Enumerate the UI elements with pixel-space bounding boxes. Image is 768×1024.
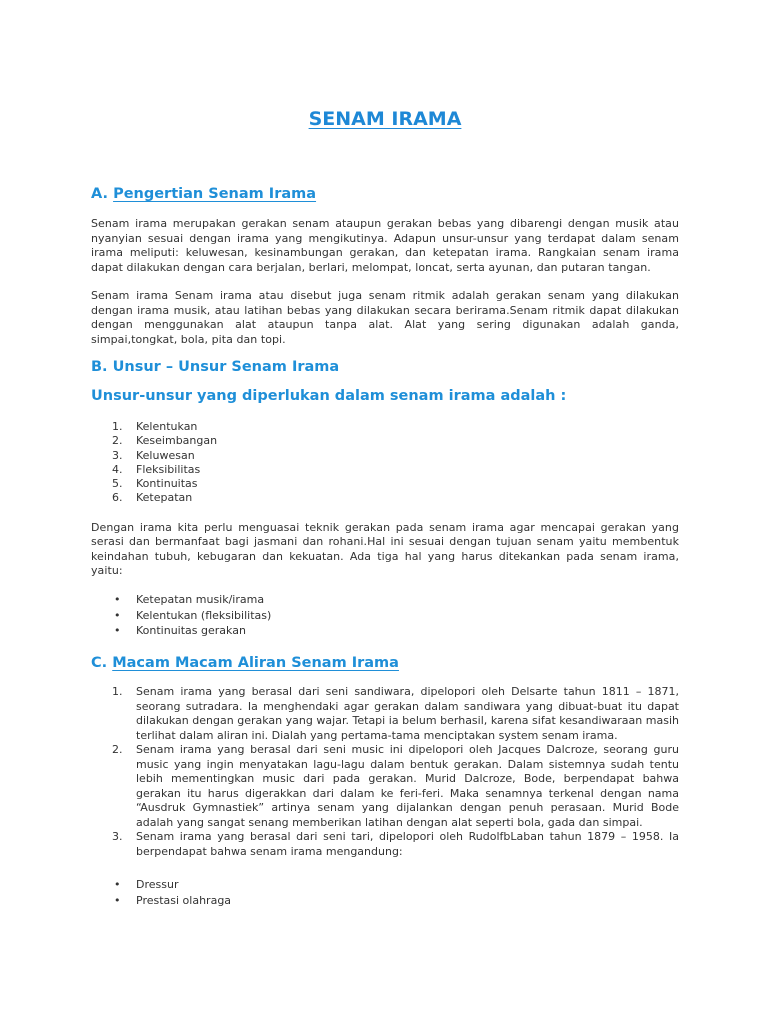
section-a-paragraph-1: Senam irama merupakan gerakan senam ataupun gerakan bebas yang dibarengi dengan musik atau nyanyian sesuai dengan irama yang mengikutinya. Adapun unsur-unsur yang terdapat dalam senam irama meliputi: keluwesan, kesinambungan gerakan, dan ketepatan irama. Rangkaian senam irama dapat dilakukan dengan cara berjalan, berlari, melompat, loncat, serta ayunan, dan putaran tangan. <box>91 217 679 274</box>
list-item: • Kontinuitas gerakan <box>114 624 246 638</box>
list-item: 4. Fleksibilitas <box>112 462 201 476</box>
section-a-heading <box>91 186 679 202</box>
list-item: • Kelentukan (fleksibilitas) <box>114 608 272 622</box>
list-item: 1. Senam irama yang berasal dari seni sandiwara, dipelopori oleh Delsarte tahun 1811 – 1871, seorang sutradara. Ia menghendaki agar gerakan dalam sandiwara yang dibuat-buat itu dapat dilakukan dengan gerakan yang wajar. Tetapi ia belum berhasil, karena sifat kesandiwaraan masih terlihat dalam aliran ini. Dialah yang pertama-tama menciptakan system senam irama. <box>112 685 679 742</box>
section-c-bullets <box>91 877 679 909</box>
list-item: • Dressur <box>114 878 179 892</box>
list-item: • Prestasi olahraga <box>114 893 232 907</box>
section-b-bullets <box>91 592 679 639</box>
bullet-icon: • <box>114 893 121 907</box>
list-item: • Ketepatan musik/irama <box>114 592 265 606</box>
bullet-icon: • <box>114 878 121 892</box>
section-c-heading-link[interactable]: Macam Macam Aliran Senam Irama <box>112 655 399 672</box>
section-a-paragraph-2: Senam irama Senam irama atau disebut juga senam ritmik adalah gerakan senam yang dilakukan dengan irama musik, atau latihan bebas yang dilakukan secara berirama.Senam ritmik dapat dilakukan dengan menggunakan alat ataupun tanpa alat. Alat yang sering digunakan adalah ganda, simpai,tongkat, bola, pita dan topi. <box>91 289 679 346</box>
list-item: 1. Kelentukan <box>112 420 198 433</box>
section-b-heading: B. Unsur – Unsur Senam Irama <box>91 359 340 375</box>
unsur-list <box>91 420 679 506</box>
section-a-prefix: A. <box>91 186 108 202</box>
aliran-list <box>91 685 679 859</box>
bullet-icon: • <box>114 592 121 606</box>
section-b-paragraph: Dengan irama kita perlu menguasai teknik gerakan pada senam irama agar mencapai gerakan yang serasi dan bermanfaat bagi jasmani dan rohani.Hal ini sesuai dengan tujuan senam yaitu membentuk keindahan tubuh, kebugaran dan kekuatan. Ada tiga hal yang harus ditekankan pada senam irama, yaitu: <box>91 520 679 578</box>
title-block <box>91 0 679 143</box>
list-item: 5. Kontinuitas <box>112 477 198 491</box>
section-a-heading-link[interactable]: Pengertian Senam Irama <box>113 186 317 202</box>
list-item: 2. Keseimbangan <box>112 434 218 448</box>
section-c-heading <box>91 655 679 671</box>
page-title: SENAM IRAMA <box>308 108 462 130</box>
bullet-icon: • <box>114 608 121 622</box>
bullet-icon: • <box>114 624 121 638</box>
list-item: 2. Senam irama yang berasal dari seni music ini dipelopori oleh Jacques Dalcroze, seorang guru music yang ingin menyatakan lagu-lagu dalam bentuk gerakan. Dalam sistemnya sudah tentu lebih mementingkan music dari pada gerakan. Murid Dalcroze, Bode, berpendapat bahwa gerakan itu harus digerakkan dari dalam ke feri-feri. Maka senamnya terkenal dengan nama “Ausdruk Gymnastiek” artinya senam yang dijalankan dengan penuh perasaan. Murid Bode adalah yang sangat senang memberikan latihan dengan alat seperti bola, gada dan simpai. <box>112 743 679 829</box>
list-item: 3. Keluwesan <box>112 448 195 462</box>
section-b-subheading: Unsur-unsur yang diperlukan dalam senam irama adalah : <box>91 388 567 404</box>
list-item: 6. Ketepatan <box>112 491 193 505</box>
section-c-prefix: C. <box>91 655 108 672</box>
list-item: 3. Senam irama yang berasal dari seni tari, dipelopori oleh RudolfbLaban tahun 1879 – 1958. Ia berpendapat bahwa senam irama mengandung: <box>112 830 679 858</box>
